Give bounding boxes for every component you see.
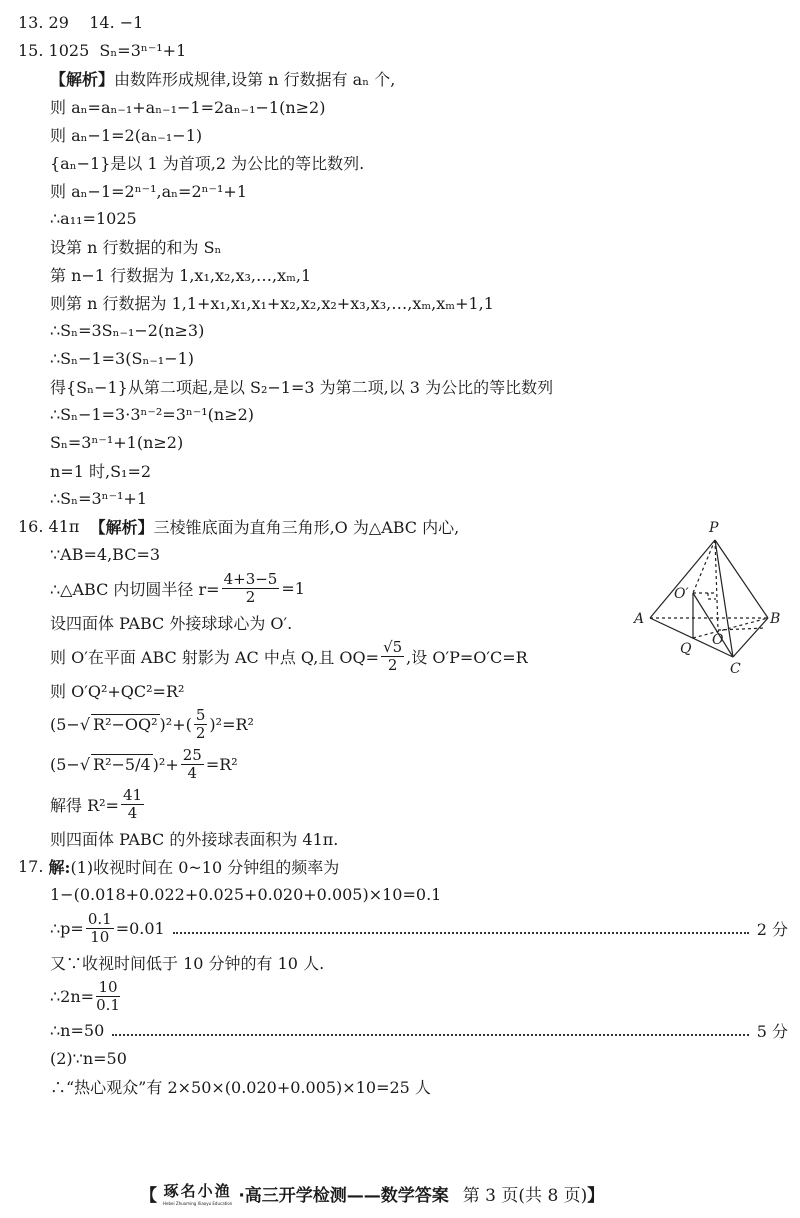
denominator: 2 bbox=[245, 587, 256, 606]
answer-line bbox=[18, 36, 788, 64]
line-text: ∴Sₙ−1=3·3ⁿ⁻²=3ⁿ⁻¹(n≥2) bbox=[50, 404, 255, 424]
answer-line bbox=[18, 1044, 788, 1072]
line-text: 5 分 bbox=[756, 1021, 788, 1041]
denominator: 2 bbox=[195, 723, 206, 742]
numerator: 10 bbox=[98, 977, 118, 996]
answer-line bbox=[18, 1072, 788, 1100]
denominator: 0.1 bbox=[96, 995, 120, 1014]
answer-line bbox=[18, 948, 788, 976]
answer-line bbox=[18, 372, 788, 400]
edge-pb bbox=[715, 540, 768, 618]
denominator: 10 bbox=[90, 927, 110, 946]
numerator: √5 bbox=[383, 637, 403, 656]
line-text: (5−√ bbox=[50, 754, 91, 774]
line-text: =R² bbox=[205, 754, 238, 774]
answer-line bbox=[18, 232, 788, 260]
edge-pa bbox=[650, 540, 715, 618]
denominator: 4 bbox=[127, 803, 138, 822]
fraction bbox=[381, 639, 404, 674]
answer-line bbox=[18, 260, 788, 288]
line-text: Sₙ=3ⁿ⁻¹+1(n≥2) bbox=[50, 432, 184, 452]
line-text: 则四面体 PABC 的外接球表面积为 41π. bbox=[50, 829, 339, 849]
line-text: 则第 n 行数据为 1,1+x₁,x₁,x₁+x₂,x₂,x₂+x₃,x₃,…,xₘ,xₘ+1,1 bbox=[50, 293, 494, 313]
footer-title: ·高三开学检测——数学答案 bbox=[238, 1185, 449, 1206]
radicand: R²−5/4 bbox=[93, 755, 151, 774]
answer-line bbox=[18, 344, 788, 372]
analysis-tag: 【解析】 bbox=[50, 69, 115, 89]
line-text: (2)∵n=50 bbox=[50, 1048, 127, 1068]
line-text: 又∵收视时间低于 10 分钟的有 10 人. bbox=[50, 953, 325, 973]
line-text: ,设 O′P=O′C=R bbox=[406, 647, 528, 667]
page-number: 第 3 页(共 8 页) bbox=[462, 1185, 588, 1206]
line-text: )²+ bbox=[152, 754, 179, 774]
label-c: C bbox=[730, 661, 741, 677]
line-text: ∴Sₙ=3Sₙ₋₁−2(n≥3) bbox=[50, 320, 205, 340]
line-text: ∴p= bbox=[50, 918, 84, 938]
line-text: 17. bbox=[18, 856, 49, 876]
analysis-tag: 解: bbox=[48, 857, 71, 877]
answer-line bbox=[18, 908, 788, 948]
answer-line bbox=[18, 852, 788, 880]
answer-line bbox=[18, 120, 788, 148]
fraction bbox=[96, 979, 120, 1014]
line-text: =1 bbox=[281, 578, 305, 598]
edge-bc bbox=[733, 618, 768, 657]
answer-line bbox=[18, 976, 788, 1016]
line-text: 2 分 bbox=[756, 919, 788, 939]
line-text: 则 O′Q²+QC²=R² bbox=[50, 681, 185, 701]
label-o: O bbox=[712, 632, 724, 648]
answer-line bbox=[18, 316, 788, 344]
segment-p-o-prime bbox=[693, 540, 715, 593]
line-text: ∴Sₙ=3ⁿ⁻¹+1 bbox=[50, 488, 148, 508]
answer-line bbox=[18, 784, 788, 824]
label-b: B bbox=[770, 611, 781, 627]
line-text: 1−(0.018+0.022+0.025+0.020+0.005)×10=0.1 bbox=[50, 884, 442, 904]
answer-line bbox=[18, 64, 788, 92]
fraction bbox=[121, 787, 144, 822]
answer-line bbox=[18, 428, 788, 456]
line-text: ∴a₁₁=1025 bbox=[50, 208, 137, 228]
label-a: A bbox=[634, 611, 645, 627]
answer-line bbox=[18, 148, 788, 176]
line-text: ∴△ABC 内切圆半径 r= bbox=[50, 579, 220, 599]
brand-logo bbox=[163, 1180, 232, 1206]
line-text: (5−√ bbox=[50, 714, 91, 734]
denominator: 4 bbox=[187, 763, 198, 782]
line-text: 解得 R²= bbox=[50, 795, 119, 815]
numerator: 25 bbox=[182, 745, 202, 764]
tetrahedron-figure bbox=[620, 510, 800, 680]
line-text: (1)收视时间在 0~10 分钟组的频率为 bbox=[70, 857, 340, 877]
numerator: 5 bbox=[195, 705, 206, 724]
page-footer bbox=[140, 1180, 604, 1206]
label-o-prime: O′ bbox=[674, 586, 689, 602]
line-text: ∵AB=4,BC=3 bbox=[50, 544, 161, 564]
line-text: ∴2n= bbox=[50, 986, 95, 1006]
line-text: 设第 n 行数据的和为 Sₙ bbox=[50, 237, 222, 257]
line-text: 得{Sₙ−1}从第二项起,是以 S₂−1=3 为第二项,以 3 为公比的等比数列 bbox=[50, 377, 554, 397]
line-text: =0.01 bbox=[115, 918, 165, 938]
fraction bbox=[86, 911, 114, 946]
answer-line bbox=[18, 1016, 788, 1044]
analysis-tag: 【解析】 bbox=[89, 517, 154, 537]
line-text: 由数阵形成规律,设第 n 行数据有 aₙ 个, bbox=[114, 69, 396, 89]
line-text: 则 aₙ=aₙ₋₁+aₙ₋₁−1=2aₙ₋₁−1(n≥2) bbox=[50, 97, 326, 117]
answer-line bbox=[18, 204, 788, 232]
dotted-leader bbox=[112, 1024, 748, 1036]
fraction bbox=[222, 571, 280, 606]
line-text: 设四面体 PABC 外接球球心为 O′. bbox=[50, 613, 293, 633]
line-text: ∴Sₙ−1=3(Sₙ₋₁−1) bbox=[50, 348, 195, 368]
line-text: 16. 41π bbox=[18, 516, 90, 536]
logo-subtext: Hebei Zhuoming Xiaoyu Education bbox=[163, 1201, 233, 1206]
radicand: R²−OQ² bbox=[93, 715, 158, 734]
fraction bbox=[181, 747, 204, 782]
line-text: 15. 1025 Sₙ=3ⁿ⁻¹+1 bbox=[18, 40, 187, 60]
numerator: 0.1 bbox=[87, 909, 112, 928]
line-text: ∴n=50 bbox=[50, 1020, 105, 1040]
line-text: n=1 时,S₁=2 bbox=[50, 461, 152, 481]
answer-line bbox=[18, 92, 788, 120]
line-text: {aₙ−1}是以 1 为首项,2 为公比的等比数列. bbox=[50, 153, 365, 173]
answer-line bbox=[18, 456, 788, 484]
line-text: 第 n−1 行数据为 1,x₁,x₂,x₃,…,xₘ,1 bbox=[50, 265, 312, 285]
answer-line bbox=[18, 744, 788, 784]
fraction bbox=[194, 707, 208, 742]
answer-line bbox=[18, 824, 788, 852]
numerator: 41 bbox=[122, 785, 143, 804]
footer-bracket-open: 【 bbox=[140, 1185, 157, 1206]
line-text: )²+( bbox=[159, 714, 192, 734]
right-angle-mark bbox=[708, 593, 716, 599]
line-text: 则 aₙ−1=2(aₙ₋₁−1) bbox=[50, 125, 203, 145]
answer-line bbox=[18, 8, 788, 36]
line-text: 13. 29 14. −1 bbox=[18, 12, 144, 32]
line-text: 则 O′在平面 ABC 射影为 AC 中点 Q,且 OQ= bbox=[50, 647, 380, 667]
label-p: P bbox=[709, 520, 719, 536]
answer-line bbox=[18, 704, 788, 744]
logo-text: 琢名小渔 bbox=[163, 1182, 232, 1200]
numerator: 4+3−5 bbox=[223, 569, 278, 588]
footer-bracket-close: 】 bbox=[587, 1185, 605, 1206]
line-text: )²=R² bbox=[209, 714, 254, 734]
answer-line bbox=[18, 400, 788, 428]
answer-line bbox=[18, 676, 788, 704]
line-text: 三棱锥底面为直角三角形,O 为△ABC 内心, bbox=[153, 517, 460, 537]
label-q: Q bbox=[680, 641, 692, 657]
answer-line bbox=[18, 288, 788, 316]
answer-line bbox=[18, 176, 788, 204]
line-text: ∴“热心观众”有 2×50×(0.020+0.005)×10=25 人 bbox=[50, 1077, 431, 1097]
answer-line bbox=[18, 880, 788, 908]
denominator: 2 bbox=[387, 655, 398, 674]
answer-line bbox=[18, 484, 788, 512]
dotted-leader bbox=[173, 922, 749, 934]
line-text: 则 aₙ−1=2ⁿ⁻¹,aₙ=2ⁿ⁻¹+1 bbox=[50, 181, 248, 201]
